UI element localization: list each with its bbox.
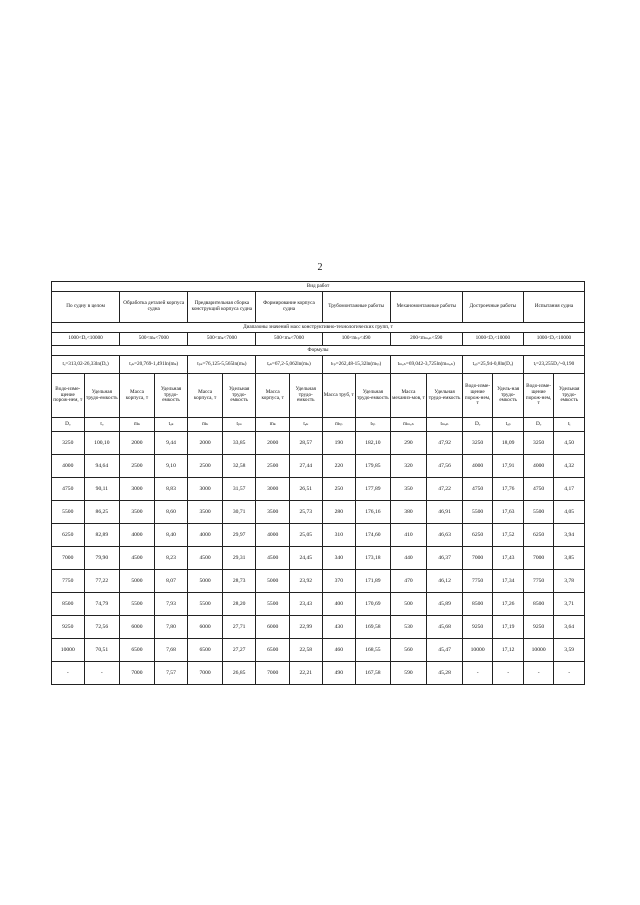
table-cell: 45,47 <box>427 639 463 662</box>
mass-range: 200<mₘₑₕ<590 <box>390 333 462 346</box>
table-cell: 3250 <box>523 432 554 455</box>
table-row <box>52 662 585 685</box>
table-cell: - <box>554 662 585 685</box>
table-cell: 171,89 <box>356 570 391 593</box>
table-cell: 17,26 <box>493 593 524 616</box>
table-cell: 31,57 <box>222 478 256 501</box>
work-type-name: Предварительная сборка конструкций корпуса судна <box>188 292 256 323</box>
table-cell: 174,60 <box>356 524 391 547</box>
table-cell: 47,22 <box>427 478 463 501</box>
column-symbol: mₘₑₕ <box>390 418 427 432</box>
table-cell: 440 <box>390 547 427 570</box>
column-symbol: tₒ <box>84 418 120 432</box>
formula: tₒ=313,02-26,33ln(Dₒ) <box>52 356 120 374</box>
formula: tₔₚ=25,94-0,8ln(Dₒ) <box>462 356 523 374</box>
column-header: Удель-ная трудо-емкость <box>493 374 524 418</box>
table-cell: 5000 <box>120 570 155 593</box>
table-cell: 32,58 <box>222 455 256 478</box>
table-row <box>52 570 585 593</box>
table-cell: 430 <box>322 616 356 639</box>
column-symbol: Dₒ <box>462 418 493 432</box>
table-cell: 7000 <box>462 547 493 570</box>
table-cell: 5000 <box>188 570 223 593</box>
table-cell: 4500 <box>188 547 223 570</box>
table-cell: 2500 <box>188 455 223 478</box>
table-cell: 5500 <box>188 593 223 616</box>
table-cell: 100,10 <box>84 432 120 455</box>
table-cell: 4500 <box>256 547 290 570</box>
table-cell: 4500 <box>120 547 155 570</box>
table-cell: 7,93 <box>154 593 188 616</box>
column-header: Удельная трудо-емкость <box>154 374 188 418</box>
work-type-name: Трубомонтажные работы <box>322 292 390 323</box>
table-cell: 25,73 <box>289 501 322 524</box>
table-cell: 46,12 <box>427 570 463 593</box>
table-cell: 4000 <box>120 524 155 547</box>
column-symbol: Dₒ <box>52 418 85 432</box>
table-cell: 28,73 <box>222 570 256 593</box>
table-cell: 280 <box>322 501 356 524</box>
table-cell: 3250 <box>462 432 493 455</box>
table-cell: 6000 <box>188 616 223 639</box>
table-cell: 86,25 <box>84 501 120 524</box>
table-cell: 4000 <box>188 524 223 547</box>
table-cell: 10000 <box>523 639 554 662</box>
table-cell: 22,99 <box>289 616 322 639</box>
table-cell: 179,85 <box>356 455 391 478</box>
table-cell: 24,45 <box>289 547 322 570</box>
table-cell: 5500 <box>120 593 155 616</box>
table-cell: 410 <box>390 524 427 547</box>
table-cell: 23,92 <box>289 570 322 593</box>
table-row <box>52 616 585 639</box>
table-cell: 46,91 <box>427 501 463 524</box>
work-type-name: Испытания судна <box>523 292 584 323</box>
column-header: Масса корпуса, т <box>256 374 290 418</box>
table-cell: 17,34 <box>493 570 524 593</box>
table-cell: 3000 <box>120 478 155 501</box>
table-cell: 46,37 <box>427 547 463 570</box>
column-header: Водо-изме-щение порож-нем, т <box>462 374 493 418</box>
table-cell: 5500 <box>462 501 493 524</box>
table-cell: 182,10 <box>356 432 391 455</box>
table-cell: 6250 <box>462 524 493 547</box>
table-cell: 77,22 <box>84 570 120 593</box>
table-cell: 530 <box>390 616 427 639</box>
table-cell: 8,60 <box>154 501 188 524</box>
table-cell: 380 <box>390 501 427 524</box>
table-cell: 9250 <box>52 616 85 639</box>
formula: tₚₛ=76,125-5,565ln(mₖ) <box>188 356 256 374</box>
table-cell: 9,10 <box>154 455 188 478</box>
table-cell: 33,85 <box>222 432 256 455</box>
table-cell: 6250 <box>523 524 554 547</box>
table-cell: 190 <box>322 432 356 455</box>
table-cell: 4,32 <box>554 455 585 478</box>
table-cell: 17,43 <box>493 547 524 570</box>
table-cell: 320 <box>390 455 427 478</box>
work-type-name: Достроечные работы <box>462 292 523 323</box>
table-cell: 3000 <box>256 478 290 501</box>
table-cell: 6000 <box>120 616 155 639</box>
table-cell: 17,19 <box>493 616 524 639</box>
table-cell: 176,16 <box>356 501 391 524</box>
column-header: Удельная трудо-емкость <box>84 374 120 418</box>
column-header: Удельная трудо-емкость <box>289 374 322 418</box>
table-cell: 173,18 <box>356 547 391 570</box>
table-cell: 4,05 <box>554 501 585 524</box>
column-symbol: tₘₑₕ <box>427 418 463 432</box>
table-cell: 3250 <box>52 432 85 455</box>
table-cell: 8500 <box>462 593 493 616</box>
table-cell: 2000 <box>188 432 223 455</box>
mass-range: 500<mₖ<7000 <box>188 333 256 346</box>
table-cell: 220 <box>322 455 356 478</box>
table-cell: 4750 <box>523 478 554 501</box>
table-cell: 4000 <box>52 455 85 478</box>
table-cell: 4750 <box>462 478 493 501</box>
table-cell: 5500 <box>52 501 85 524</box>
table-cell: 7000 <box>52 547 85 570</box>
table-cell: 17,76 <box>493 478 524 501</box>
column-symbol: mₜₚ <box>322 418 356 432</box>
table-cell: 79,90 <box>84 547 120 570</box>
table-cell: 82,89 <box>84 524 120 547</box>
table-cell: 2500 <box>120 455 155 478</box>
table-row <box>52 455 585 478</box>
table-cell: 8500 <box>523 593 554 616</box>
work-type-name: Обработка деталей корпуса судна <box>120 292 188 323</box>
table-cell: 3,59 <box>554 639 585 662</box>
table-cell: - <box>493 662 524 685</box>
table-cell: 8,07 <box>154 570 188 593</box>
table-row <box>52 501 585 524</box>
table-cell: 7000 <box>256 662 290 685</box>
table-cell: - <box>52 662 85 685</box>
work-type-name: Механомонтажные работы <box>390 292 462 323</box>
page-number: 2 <box>317 262 323 273</box>
table-cell: 350 <box>390 478 427 501</box>
table-row <box>52 478 585 501</box>
table-cell: 7750 <box>462 570 493 593</box>
column-symbol: Dₒ <box>523 418 554 432</box>
table-cell: 17,91 <box>493 455 524 478</box>
column-header: Масса труб, т <box>322 374 356 418</box>
table-cell: 3,71 <box>554 593 585 616</box>
table-cell: 470 <box>390 570 427 593</box>
table-cell: 500 <box>390 593 427 616</box>
table-cell: 6250 <box>52 524 85 547</box>
mass-range: 1000<Dₒ<10000 <box>523 333 584 346</box>
table-cell: 169,58 <box>356 616 391 639</box>
table-cell: 6000 <box>256 616 290 639</box>
column-header: Удельная трудо-емкость <box>222 374 256 418</box>
table-cell: 25,05 <box>289 524 322 547</box>
column-header: Масса корпуса, т <box>188 374 223 418</box>
table-cell: - <box>523 662 554 685</box>
table-cell: 45,89 <box>427 593 463 616</box>
table-cell: 10000 <box>52 639 85 662</box>
table-cell: 7750 <box>523 570 554 593</box>
table-cell: 27,44 <box>289 455 322 478</box>
table-cell: 70,51 <box>84 639 120 662</box>
column-symbol: tₜₚ <box>356 418 391 432</box>
table-cell: 26,51 <box>289 478 322 501</box>
work-types-table <box>51 281 585 685</box>
column-symbol: mₖ <box>120 418 155 432</box>
table-cell: 6500 <box>120 639 155 662</box>
column-symbol: tᵢ <box>554 418 585 432</box>
mass-range: 1000<Dₒ<10000 <box>462 333 523 346</box>
table-cell: 5000 <box>256 570 290 593</box>
table-cell: 17,63 <box>493 501 524 524</box>
table-cell: 3,78 <box>554 570 585 593</box>
column-header: Водо-изме-щение порож-нем, т <box>523 374 554 418</box>
table-cell: 30,71 <box>222 501 256 524</box>
table-cell: 29,97 <box>222 524 256 547</box>
ranges-caption: Диапазоны значений масс конструктивно-технологических групп, т <box>52 323 585 333</box>
mass-range: 500<mₖ<7000 <box>120 333 188 346</box>
table-cell: 3,94 <box>554 524 585 547</box>
table-cell: 4750 <box>52 478 85 501</box>
formula: tₑₖ=67,2-5,062ln(mₖ) <box>256 356 322 374</box>
column-header: Масса механиз-мов, т <box>390 374 427 418</box>
column-symbol: mₖ <box>256 418 290 432</box>
column-symbol: tₚₛ <box>222 418 256 432</box>
mass-range: 500<mₖ<7000 <box>256 333 322 346</box>
table-cell: 23,43 <box>289 593 322 616</box>
table-cell: 7000 <box>188 662 223 685</box>
table-row <box>52 432 585 455</box>
table-title: Вид работ <box>52 282 585 292</box>
formulas-caption: Формулы <box>52 346 585 356</box>
table-cell: 460 <box>322 639 356 662</box>
table-cell: 400 <box>322 593 356 616</box>
table-cell: 8,23 <box>154 547 188 570</box>
table-cell: 9250 <box>462 616 493 639</box>
table-row <box>52 639 585 662</box>
table-cell: 3500 <box>256 501 290 524</box>
table-cell: 74,79 <box>84 593 120 616</box>
table-cell: 340 <box>322 547 356 570</box>
column-header: Масса корпуса, т <box>120 374 155 418</box>
mass-range: 100<mₜₚ<490 <box>322 333 390 346</box>
table-cell: 27,27 <box>222 639 256 662</box>
column-symbol: tₒₖ <box>154 418 188 432</box>
table-cell: 9,44 <box>154 432 188 455</box>
table-cell: 18,09 <box>493 432 524 455</box>
table-cell: 4000 <box>523 455 554 478</box>
table-cell: 47,56 <box>427 455 463 478</box>
work-type-name: Формирование корпуса судна <box>256 292 322 323</box>
table-cell: 3500 <box>188 501 223 524</box>
table-cell: 8,83 <box>154 478 188 501</box>
table-cell: 22,21 <box>289 662 322 685</box>
table-cell: 46,63 <box>427 524 463 547</box>
table-cell: 29,31 <box>222 547 256 570</box>
table-cell: 94,64 <box>84 455 120 478</box>
table-cell: 72,56 <box>84 616 120 639</box>
table-cell: 5500 <box>523 501 554 524</box>
table-cell: 26,85 <box>222 662 256 685</box>
table-cell: 6500 <box>256 639 290 662</box>
table-cell: 3,85 <box>554 547 585 570</box>
formula: tₜₚ=262,48-15,32ln(mₜₚ) <box>322 356 390 374</box>
table-cell: 9250 <box>523 616 554 639</box>
table-cell: 170,69 <box>356 593 391 616</box>
formula: tₒₖ=20,769-1,491ln(mₖ) <box>120 356 188 374</box>
table-cell: 22,58 <box>289 639 322 662</box>
column-symbol: tₔₚ <box>493 418 524 432</box>
table-cell: 5500 <box>256 593 290 616</box>
table-cell: 590 <box>390 662 427 685</box>
table-cell: 45,68 <box>427 616 463 639</box>
table-cell: 3,64 <box>554 616 585 639</box>
column-symbol: mₖ <box>188 418 223 432</box>
table-cell: 3000 <box>188 478 223 501</box>
table-cell: 290 <box>390 432 427 455</box>
table-cell: 177,89 <box>356 478 391 501</box>
table-cell: 4,50 <box>554 432 585 455</box>
table-cell: 7750 <box>52 570 85 593</box>
column-header: Удельная трудо-емкость <box>427 374 463 418</box>
table-cell: 47,92 <box>427 432 463 455</box>
table-cell: 2000 <box>256 432 290 455</box>
table-cell: 250 <box>322 478 356 501</box>
table-cell: 8500 <box>52 593 85 616</box>
table-cell: 17,52 <box>493 524 524 547</box>
table-cell: 167,58 <box>356 662 391 685</box>
table-cell: 6500 <box>188 639 223 662</box>
table-cell: 4000 <box>462 455 493 478</box>
work-type-name: По судну в целом <box>52 292 120 323</box>
column-symbol: tₑₖ <box>289 418 322 432</box>
table-cell: 310 <box>322 524 356 547</box>
formula: tᵢ=23,255Dₒ^-0,190 <box>523 356 584 374</box>
table-cell: - <box>462 662 493 685</box>
table-cell: 490 <box>322 662 356 685</box>
table-cell: 2500 <box>256 455 290 478</box>
table-cell: 10000 <box>462 639 493 662</box>
table-cell: 90,11 <box>84 478 120 501</box>
table-cell: 45,28 <box>427 662 463 685</box>
table-row <box>52 524 585 547</box>
table-row <box>52 593 585 616</box>
mass-range: 1000<Dₒ<10000 <box>52 333 120 346</box>
table-cell: 28,20 <box>222 593 256 616</box>
table-cell: 28,57 <box>289 432 322 455</box>
table-cell: 3500 <box>120 501 155 524</box>
table-cell: 370 <box>322 570 356 593</box>
formula: tₘₑₕ=69,042-3,725ln(mₘₑₕ) <box>390 356 462 374</box>
table-cell: 7,80 <box>154 616 188 639</box>
column-header: Удельная трудо-емкость <box>356 374 391 418</box>
table-cell: 7000 <box>523 547 554 570</box>
table-cell: 7000 <box>120 662 155 685</box>
table-cell: 7,57 <box>154 662 188 685</box>
table-cell: 560 <box>390 639 427 662</box>
table-cell: 27,71 <box>222 616 256 639</box>
column-header: Водо-изме-щение порож-нем, т <box>52 374 85 418</box>
table-cell: 7,68 <box>154 639 188 662</box>
table-row <box>52 547 585 570</box>
table-cell: 2000 <box>120 432 155 455</box>
table-cell: 4000 <box>256 524 290 547</box>
table-cell: 168,55 <box>356 639 391 662</box>
table-cell: 4,17 <box>554 478 585 501</box>
table-cell: 8,40 <box>154 524 188 547</box>
table-cell: - <box>84 662 120 685</box>
table-cell: 17,12 <box>493 639 524 662</box>
column-header: Удельная трудо-емкость <box>554 374 585 418</box>
